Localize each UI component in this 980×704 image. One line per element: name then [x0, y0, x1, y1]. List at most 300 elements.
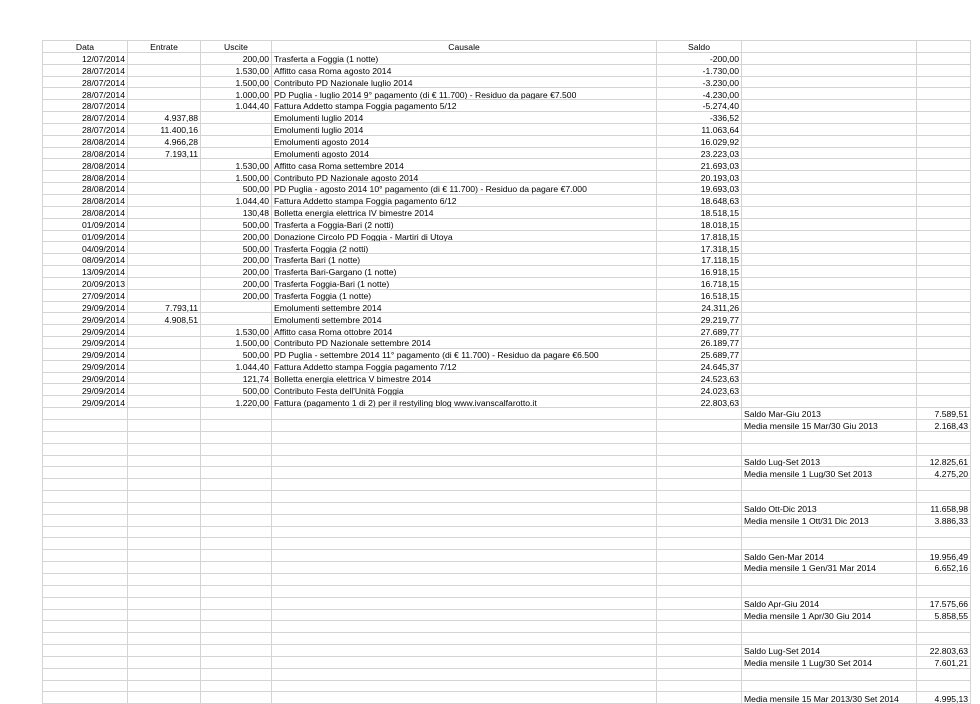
empty-cell[interactable]: [917, 396, 971, 408]
summary-value[interactable]: [917, 633, 971, 645]
empty-cell[interactable]: [272, 656, 657, 668]
empty-cell[interactable]: [742, 194, 917, 206]
empty-cell[interactable]: [742, 242, 917, 254]
cell-entrate[interactable]: [128, 230, 201, 242]
empty-cell[interactable]: [657, 609, 742, 621]
empty-cell[interactable]: [272, 455, 657, 467]
cell-causale[interactable]: PD Puglia - settembre 2014 11° pagamento (di € 11.700) - Residuo da pagare €6.500: [272, 348, 657, 360]
empty-cell[interactable]: [128, 585, 201, 597]
empty-cell[interactable]: [128, 550, 201, 562]
empty-cell[interactable]: [917, 289, 971, 301]
cell-causale[interactable]: Donazione Circolo PD Foggia - Martiri di Utoya: [272, 230, 657, 242]
summary-label[interactable]: [742, 526, 917, 538]
empty-cell[interactable]: [742, 289, 917, 301]
cell-uscite[interactable]: 1.044,40: [201, 360, 272, 372]
summary-label[interactable]: [742, 680, 917, 692]
cell-causale[interactable]: Emolumenti agosto 2014: [272, 135, 657, 147]
summary-label[interactable]: [742, 479, 917, 491]
empty-cell[interactable]: [657, 550, 742, 562]
summary-label[interactable]: [742, 633, 917, 645]
empty-cell[interactable]: [657, 645, 742, 657]
cell-saldo[interactable]: 29.219,77: [657, 313, 742, 325]
empty-cell[interactable]: [657, 680, 742, 692]
empty-cell[interactable]: [43, 538, 128, 550]
cell-data[interactable]: 01/09/2014: [43, 230, 128, 242]
empty-cell[interactable]: [201, 526, 272, 538]
empty-cell[interactable]: [272, 645, 657, 657]
empty-cell[interactable]: [742, 64, 917, 76]
empty-cell[interactable]: [128, 514, 201, 526]
cell-data[interactable]: 27/09/2014: [43, 289, 128, 301]
empty-cell[interactable]: [742, 301, 917, 313]
cell-causale[interactable]: Trasferta Foggia-Bari (1 notte): [272, 277, 657, 289]
cell-entrate[interactable]: [128, 206, 201, 218]
cell-uscite[interactable]: 200,00: [201, 289, 272, 301]
empty-cell[interactable]: [128, 467, 201, 479]
cell-uscite[interactable]: 500,00: [201, 242, 272, 254]
empty-cell[interactable]: [742, 218, 917, 230]
cell-entrate[interactable]: [128, 159, 201, 171]
cell-entrate[interactable]: [128, 88, 201, 100]
empty-cell[interactable]: [128, 692, 201, 704]
summary-value[interactable]: [917, 668, 971, 680]
empty-cell[interactable]: [272, 479, 657, 491]
cell-uscite[interactable]: 1.220,00: [201, 396, 272, 408]
cell-saldo[interactable]: 22.803,63: [657, 396, 742, 408]
empty-cell[interactable]: [272, 573, 657, 585]
summary-value[interactable]: 6.652,16: [917, 562, 971, 574]
cell-entrate[interactable]: [128, 76, 201, 88]
cell-saldo[interactable]: -3.230,00: [657, 76, 742, 88]
cell-data[interactable]: 28/07/2014: [43, 64, 128, 76]
cell-uscite[interactable]: [201, 123, 272, 135]
cell-data[interactable]: 28/07/2014: [43, 123, 128, 135]
summary-label[interactable]: Saldo Lug-Set 2014: [742, 645, 917, 657]
empty-cell[interactable]: [742, 396, 917, 408]
cell-causale[interactable]: Trasferta Bari (1 notte): [272, 254, 657, 266]
cell-entrate[interactable]: [128, 242, 201, 254]
cell-causale[interactable]: Fattura (pagamento 1 di 2) per il restyiling blog www.ivanscalfarotto.it: [272, 396, 657, 408]
cell-data[interactable]: 29/09/2014: [43, 384, 128, 396]
empty-cell[interactable]: [201, 562, 272, 574]
cell-uscite[interactable]: 500,00: [201, 384, 272, 396]
empty-cell[interactable]: [742, 100, 917, 112]
empty-cell[interactable]: [43, 443, 128, 455]
empty-cell[interactable]: [272, 597, 657, 609]
empty-cell[interactable]: [43, 692, 128, 704]
empty-cell[interactable]: [742, 360, 917, 372]
empty-cell[interactable]: [742, 206, 917, 218]
cell-entrate[interactable]: [128, 325, 201, 337]
empty-cell[interactable]: [43, 645, 128, 657]
empty-cell[interactable]: [917, 254, 971, 266]
cell-data[interactable]: 28/08/2014: [43, 159, 128, 171]
empty-cell[interactable]: [201, 479, 272, 491]
cell-saldo[interactable]: -336,52: [657, 112, 742, 124]
cell-saldo[interactable]: 24.023,63: [657, 384, 742, 396]
cell-causale[interactable]: Trasferta a Foggia (1 notte): [272, 52, 657, 64]
empty-cell[interactable]: [201, 502, 272, 514]
empty-cell[interactable]: [742, 266, 917, 278]
cell-saldo[interactable]: 20.193,03: [657, 171, 742, 183]
cell-uscite[interactable]: 200,00: [201, 52, 272, 64]
empty-cell[interactable]: [43, 526, 128, 538]
cell-causale[interactable]: Contributo PD Nazionale settembre 2014: [272, 337, 657, 349]
cell-data[interactable]: 29/09/2014: [43, 396, 128, 408]
empty-cell[interactable]: [43, 573, 128, 585]
cell-saldo[interactable]: 19.693,03: [657, 183, 742, 195]
empty-cell[interactable]: [128, 431, 201, 443]
empty-cell[interactable]: [128, 538, 201, 550]
empty-cell[interactable]: [657, 479, 742, 491]
empty-cell[interactable]: [201, 514, 272, 526]
cell-entrate[interactable]: [128, 348, 201, 360]
empty-cell[interactable]: [43, 656, 128, 668]
empty-cell[interactable]: [128, 455, 201, 467]
empty-cell[interactable]: [201, 609, 272, 621]
empty-cell[interactable]: [272, 633, 657, 645]
summary-label[interactable]: Media mensile 15 Mar/30 Giu 2013: [742, 420, 917, 432]
empty-cell[interactable]: [272, 431, 657, 443]
cell-uscite[interactable]: 1.000,00: [201, 88, 272, 100]
empty-cell[interactable]: [43, 420, 128, 432]
empty-cell[interactable]: [201, 656, 272, 668]
empty-cell[interactable]: [742, 159, 917, 171]
empty-cell[interactable]: [128, 479, 201, 491]
cell-uscite[interactable]: 200,00: [201, 254, 272, 266]
empty-cell[interactable]: [742, 135, 917, 147]
empty-cell[interactable]: [742, 171, 917, 183]
summary-value[interactable]: 5.858,55: [917, 609, 971, 621]
cell-uscite[interactable]: [201, 301, 272, 313]
empty-cell[interactable]: [272, 562, 657, 574]
cell-causale[interactable]: Trasferta Foggia (2 notti): [272, 242, 657, 254]
cell-entrate[interactable]: [128, 52, 201, 64]
cell-entrate[interactable]: [128, 183, 201, 195]
empty-cell[interactable]: [201, 585, 272, 597]
cell-saldo[interactable]: 21.693,03: [657, 159, 742, 171]
empty-cell[interactable]: [272, 443, 657, 455]
cell-saldo[interactable]: 11.063,64: [657, 123, 742, 135]
empty-cell[interactable]: [128, 526, 201, 538]
cell-uscite[interactable]: 1.500,00: [201, 337, 272, 349]
empty-cell[interactable]: [128, 562, 201, 574]
summary-label[interactable]: [742, 573, 917, 585]
empty-cell[interactable]: [657, 514, 742, 526]
cell-data[interactable]: 28/08/2014: [43, 171, 128, 183]
cell-saldo[interactable]: 17.318,15: [657, 242, 742, 254]
empty-cell[interactable]: [201, 420, 272, 432]
empty-cell[interactable]: [128, 597, 201, 609]
empty-cell[interactable]: [742, 313, 917, 325]
empty-cell[interactable]: [657, 467, 742, 479]
cell-uscite[interactable]: [201, 313, 272, 325]
cell-data[interactable]: 28/07/2014: [43, 100, 128, 112]
empty-cell[interactable]: [128, 680, 201, 692]
cell-saldo[interactable]: -4.230,00: [657, 88, 742, 100]
summary-label[interactable]: Media mensile 1 Ott/31 Dic 2013: [742, 514, 917, 526]
summary-label[interactable]: Saldo Ott-Dic 2013: [742, 502, 917, 514]
cell-entrate[interactable]: [128, 337, 201, 349]
cell-data[interactable]: 29/09/2014: [43, 360, 128, 372]
cell-data[interactable]: 29/09/2014: [43, 372, 128, 384]
empty-cell[interactable]: [742, 325, 917, 337]
empty-cell[interactable]: [43, 467, 128, 479]
cell-saldo[interactable]: 16.518,15: [657, 289, 742, 301]
summary-value[interactable]: 2.168,43: [917, 420, 971, 432]
empty-cell[interactable]: [272, 668, 657, 680]
summary-label[interactable]: Media mensile 15 Mar 2013/30 Set 2014: [742, 692, 917, 704]
cell-causale[interactable]: Fattura Addetto stampa Foggia pagamento 6/12: [272, 194, 657, 206]
summary-value[interactable]: 11.658,98: [917, 502, 971, 514]
cell-data[interactable]: 28/08/2014: [43, 147, 128, 159]
empty-cell[interactable]: [43, 479, 128, 491]
empty-cell[interactable]: [272, 585, 657, 597]
empty-cell[interactable]: [657, 573, 742, 585]
cell-data[interactable]: 29/09/2014: [43, 348, 128, 360]
summary-label[interactable]: [742, 621, 917, 633]
cell-saldo[interactable]: 18.648,63: [657, 194, 742, 206]
empty-cell[interactable]: [128, 443, 201, 455]
cell-uscite[interactable]: 121,74: [201, 372, 272, 384]
cell-causale[interactable]: Bolletta energia elettrica IV bimestre 2014: [272, 206, 657, 218]
cell-saldo[interactable]: -1.730,00: [657, 64, 742, 76]
cell-data[interactable]: 28/08/2014: [43, 206, 128, 218]
empty-cell[interactable]: [917, 171, 971, 183]
summary-label[interactable]: [742, 431, 917, 443]
empty-cell[interactable]: [657, 502, 742, 514]
summary-value[interactable]: 7.601,21: [917, 656, 971, 668]
cell-uscite[interactable]: 200,00: [201, 277, 272, 289]
cell-data[interactable]: 08/09/2014: [43, 254, 128, 266]
cell-saldo[interactable]: 24.311,26: [657, 301, 742, 313]
empty-cell[interactable]: [201, 645, 272, 657]
empty-cell[interactable]: [657, 633, 742, 645]
empty-cell[interactable]: [657, 526, 742, 538]
empty-cell[interactable]: [742, 254, 917, 266]
summary-value[interactable]: 19.956,49: [917, 550, 971, 562]
empty-cell[interactable]: [742, 372, 917, 384]
summary-label[interactable]: Saldo Apr-Giu 2014: [742, 597, 917, 609]
empty-cell[interactable]: [128, 502, 201, 514]
cell-causale[interactable]: PD Puglia - luglio 2014 9° pagamento (di € 11.700) - Residuo da pagare €7.500: [272, 88, 657, 100]
empty-cell[interactable]: [917, 230, 971, 242]
cell-data[interactable]: 29/09/2014: [43, 337, 128, 349]
empty-cell[interactable]: [201, 621, 272, 633]
cell-entrate[interactable]: [128, 194, 201, 206]
empty-cell[interactable]: [128, 573, 201, 585]
empty-cell[interactable]: [43, 680, 128, 692]
empty-cell[interactable]: [272, 502, 657, 514]
empty-cell[interactable]: [657, 692, 742, 704]
empty-cell[interactable]: [43, 550, 128, 562]
cell-saldo[interactable]: 25.689,77: [657, 348, 742, 360]
cell-entrate[interactable]: [128, 360, 201, 372]
cell-causale[interactable]: Trasferta a Foggia-Bari (2 notti): [272, 218, 657, 230]
header-causale[interactable]: Causale: [272, 41, 657, 53]
empty-cell[interactable]: [917, 301, 971, 313]
summary-label[interactable]: Media mensile 1 Lug/30 Set 2013: [742, 467, 917, 479]
empty-cell[interactable]: [128, 621, 201, 633]
empty-cell[interactable]: [657, 597, 742, 609]
empty-cell[interactable]: [43, 633, 128, 645]
empty-cell[interactable]: [43, 668, 128, 680]
cell-entrate[interactable]: 7.793,11: [128, 301, 201, 313]
summary-value[interactable]: [917, 585, 971, 597]
cell-causale[interactable]: Bolletta energia elettrica V bimestre 2014: [272, 372, 657, 384]
cell-entrate[interactable]: [128, 171, 201, 183]
cell-saldo[interactable]: 18.518,15: [657, 206, 742, 218]
cell-causale[interactable]: Affitto casa Roma ottobre 2014: [272, 325, 657, 337]
summary-value[interactable]: [917, 491, 971, 503]
empty-cell[interactable]: [742, 337, 917, 349]
cell-entrate[interactable]: 4.966,28: [128, 135, 201, 147]
empty-cell[interactable]: [917, 123, 971, 135]
summary-value[interactable]: 3.886,33: [917, 514, 971, 526]
summary-value[interactable]: 4.995,13: [917, 692, 971, 704]
summary-label[interactable]: [742, 668, 917, 680]
cell-data[interactable]: 28/08/2014: [43, 135, 128, 147]
cell-entrate[interactable]: 4.937,88: [128, 112, 201, 124]
header-entrate[interactable]: Entrate: [128, 41, 201, 53]
cell-data[interactable]: 04/09/2014: [43, 242, 128, 254]
cell-saldo[interactable]: -5.274,40: [657, 100, 742, 112]
empty-cell[interactable]: [657, 621, 742, 633]
summary-value[interactable]: 7.589,51: [917, 408, 971, 420]
cell-entrate[interactable]: [128, 277, 201, 289]
empty-cell[interactable]: [128, 408, 201, 420]
summary-label[interactable]: Media mensile 1 Apr/30 Giu 2014: [742, 609, 917, 621]
empty-cell[interactable]: [657, 491, 742, 503]
summary-label[interactable]: Media mensile 1 Lug/30 Set 2014: [742, 656, 917, 668]
cell-uscite[interactable]: 1.530,00: [201, 325, 272, 337]
summary-value[interactable]: [917, 443, 971, 455]
cell-causale[interactable]: Trasferta Foggia (1 notte): [272, 289, 657, 301]
empty-cell[interactable]: [272, 467, 657, 479]
empty-cell[interactable]: [43, 431, 128, 443]
empty-cell[interactable]: [201, 692, 272, 704]
cell-data[interactable]: 01/09/2014: [43, 218, 128, 230]
summary-value[interactable]: [917, 573, 971, 585]
cell-entrate[interactable]: [128, 396, 201, 408]
empty-cell[interactable]: [657, 562, 742, 574]
empty-cell[interactable]: [917, 348, 971, 360]
summary-value[interactable]: [917, 479, 971, 491]
cell-uscite[interactable]: 1.530,00: [201, 159, 272, 171]
cell-saldo[interactable]: 23.223,03: [657, 147, 742, 159]
empty-cell[interactable]: [128, 633, 201, 645]
cell-saldo[interactable]: 16.029,92: [657, 135, 742, 147]
empty-cell[interactable]: [128, 656, 201, 668]
empty-cell[interactable]: [128, 645, 201, 657]
cell-uscite[interactable]: 1.044,40: [201, 100, 272, 112]
empty-cell[interactable]: [272, 538, 657, 550]
cell-data[interactable]: 29/09/2014: [43, 313, 128, 325]
empty-cell[interactable]: [201, 443, 272, 455]
empty-cell[interactable]: [657, 656, 742, 668]
empty-cell[interactable]: [272, 550, 657, 562]
empty-cell[interactable]: [917, 277, 971, 289]
cell-uscite[interactable]: 1.500,00: [201, 171, 272, 183]
empty-cell[interactable]: [201, 573, 272, 585]
empty-cell[interactable]: [272, 692, 657, 704]
cell-causale[interactable]: Fattura Addetto stampa Foggia pagamento 5/12: [272, 100, 657, 112]
empty-cell[interactable]: [272, 408, 657, 420]
cell-uscite[interactable]: 1.500,00: [201, 76, 272, 88]
cell-saldo[interactable]: 16.718,15: [657, 277, 742, 289]
cell-causale[interactable]: Contributo Festa dell'Unità Foggia: [272, 384, 657, 396]
header-saldo[interactable]: Saldo: [657, 41, 742, 53]
empty-cell[interactable]: [201, 597, 272, 609]
empty-cell[interactable]: [742, 52, 917, 64]
summary-value[interactable]: [917, 621, 971, 633]
cell-saldo[interactable]: 17.818,15: [657, 230, 742, 242]
empty-cell[interactable]: [657, 408, 742, 420]
summary-label[interactable]: [742, 585, 917, 597]
empty-cell[interactable]: [201, 467, 272, 479]
empty-cell[interactable]: [272, 420, 657, 432]
summary-label[interactable]: Saldo Gen-Mar 2014: [742, 550, 917, 562]
cell-data[interactable]: 13/09/2014: [43, 266, 128, 278]
summary-value[interactable]: 12.825,61: [917, 455, 971, 467]
empty-cell[interactable]: [128, 668, 201, 680]
header-empty-cell[interactable]: [917, 41, 971, 53]
empty-cell[interactable]: [128, 609, 201, 621]
cell-entrate[interactable]: [128, 266, 201, 278]
empty-cell[interactable]: [128, 420, 201, 432]
cell-causale[interactable]: Trasferta Bari-Gargano (1 notte): [272, 266, 657, 278]
empty-cell[interactable]: [917, 337, 971, 349]
cell-saldo[interactable]: 17.118,15: [657, 254, 742, 266]
empty-cell[interactable]: [128, 491, 201, 503]
cell-causale[interactable]: Emolumenti settembre 2014: [272, 313, 657, 325]
cell-causale[interactable]: Emolumenti luglio 2014: [272, 123, 657, 135]
empty-cell[interactable]: [201, 455, 272, 467]
cell-data[interactable]: 28/08/2014: [43, 194, 128, 206]
summary-value[interactable]: [917, 526, 971, 538]
summary-label[interactable]: Media mensile 1 Gen/31 Mar 2014: [742, 562, 917, 574]
cell-data[interactable]: 28/07/2014: [43, 88, 128, 100]
empty-cell[interactable]: [742, 112, 917, 124]
empty-cell[interactable]: [43, 621, 128, 633]
summary-label[interactable]: [742, 491, 917, 503]
summary-label[interactable]: Saldo Mar-Giu 2013: [742, 408, 917, 420]
cell-uscite[interactable]: 500,00: [201, 348, 272, 360]
empty-cell[interactable]: [742, 76, 917, 88]
empty-cell[interactable]: [917, 313, 971, 325]
cell-saldo[interactable]: 24.523,63: [657, 372, 742, 384]
cell-uscite[interactable]: 200,00: [201, 266, 272, 278]
empty-cell[interactable]: [917, 52, 971, 64]
empty-cell[interactable]: [201, 680, 272, 692]
empty-cell[interactable]: [43, 455, 128, 467]
header-uscite[interactable]: Uscite: [201, 41, 272, 53]
cell-saldo[interactable]: 27.689,77: [657, 325, 742, 337]
empty-cell[interactable]: [43, 502, 128, 514]
cell-uscite[interactable]: [201, 147, 272, 159]
empty-cell[interactable]: [272, 609, 657, 621]
cell-entrate[interactable]: 4.908,51: [128, 313, 201, 325]
cell-causale[interactable]: Affitto casa Roma settembre 2014: [272, 159, 657, 171]
empty-cell[interactable]: [43, 585, 128, 597]
cell-entrate[interactable]: [128, 372, 201, 384]
summary-value[interactable]: 4.275,20: [917, 467, 971, 479]
cell-causale[interactable]: Emolumenti agosto 2014: [272, 147, 657, 159]
empty-cell[interactable]: [201, 668, 272, 680]
empty-cell[interactable]: [43, 562, 128, 574]
empty-cell[interactable]: [742, 277, 917, 289]
empty-cell[interactable]: [657, 420, 742, 432]
